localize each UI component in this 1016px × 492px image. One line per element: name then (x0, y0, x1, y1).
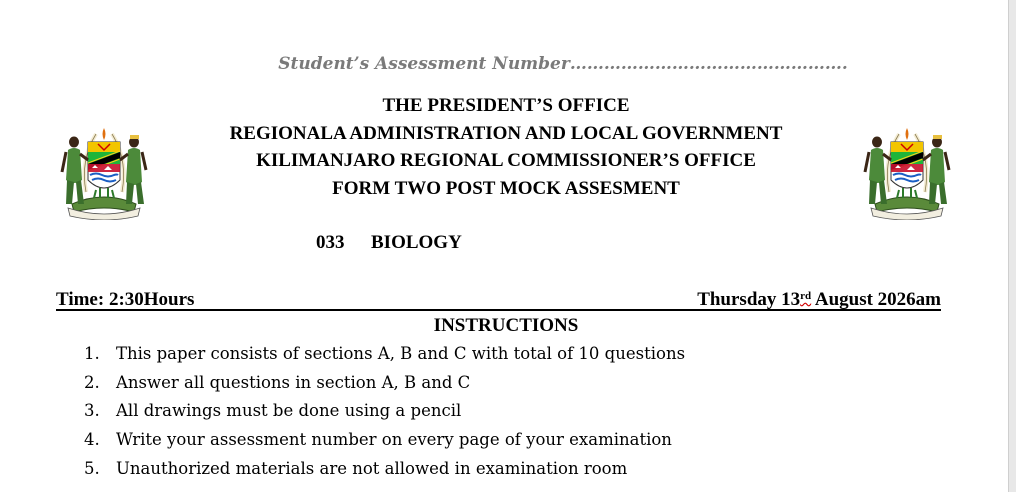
list-item-text: Write your assessment number on every page of your examination (116, 430, 672, 450)
document-header (0, 92, 1012, 202)
list-item (84, 401, 685, 430)
list-item (84, 430, 685, 459)
instructions-list (84, 344, 685, 487)
exam-date-rest: August 2026am (811, 289, 941, 310)
assessment-number-label: Student’s Assessment Number…………………………………………. (278, 54, 848, 74)
header-line-assessment: FORM TWO POST MOCK ASSESMENT (332, 177, 680, 199)
list-item-number: 1. (84, 344, 100, 363)
exam-date-ordinal: rd (800, 290, 812, 302)
list-item-number: 4. (84, 430, 100, 450)
list-item-text: Answer all questions in section A, B and C (116, 372, 471, 392)
time-date-row (56, 289, 941, 311)
list-item-number: 3. (84, 401, 100, 421)
list-item (84, 373, 685, 402)
header-line-administration: REGIONALA ADMINISTRATION AND LOCAL GOVERNMENT (229, 122, 783, 144)
list-item (84, 459, 685, 488)
list-item-number: 2. (84, 372, 100, 392)
header-line-commissioner: KILIMANJARO REGIONAL COMMISSIONER’S OFFICE (256, 150, 756, 171)
exam-date-day: Thursday 13 (697, 289, 801, 310)
subject-name: BIOLOGY (371, 232, 462, 253)
header-line-office: THE PRESIDENT’S OFFICE (382, 95, 630, 116)
instructions-title: INSTRUCTIONS (433, 315, 579, 336)
list-item (84, 344, 685, 373)
subject-code: 033 (316, 232, 345, 253)
list-item-text: All drawings must be done using a pencil (116, 401, 462, 421)
list-item-text: This paper consists of sections A, B and C with total of 10 questions (116, 344, 686, 363)
exam-date (697, 289, 941, 311)
list-item-number: 5. (84, 458, 100, 478)
exam-duration: Time: 2:30Hours (56, 289, 195, 310)
list-item-text: Unauthorized materials are not allowed in examination room (116, 458, 628, 478)
